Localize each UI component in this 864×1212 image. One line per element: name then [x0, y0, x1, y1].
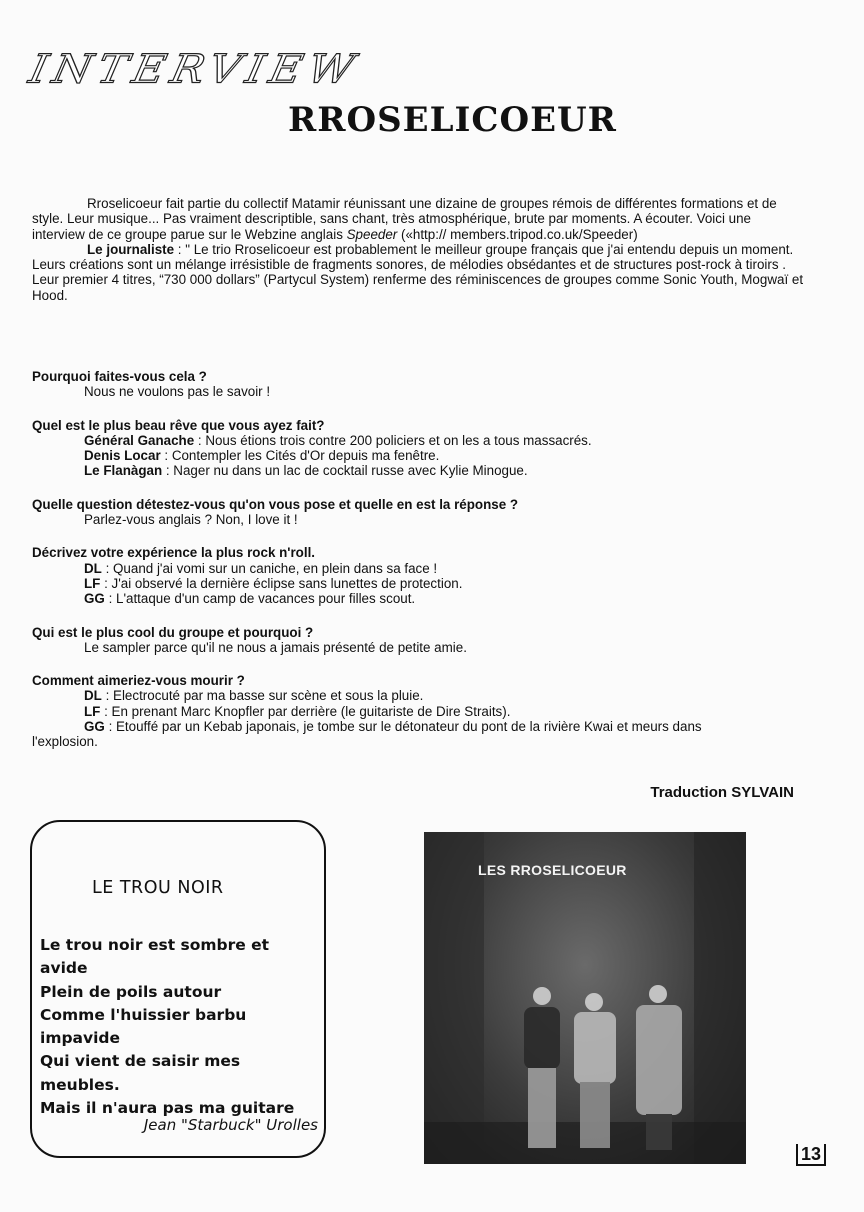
interview-heading: INTERVIEW: [25, 46, 365, 93]
speaker: Le Flanàgan: [84, 463, 163, 479]
question: Pourquoi faites-vous cela ?: [32, 369, 207, 384]
question: Décrivez votre expérience la plus rock n'roll.: [32, 545, 316, 561]
intro-paragraph: Rroselicoeur fait partie du collectif Matamir réunissant une dizaine de groupes rémois de différentes formations et de style. Leur musique... Pas vraiment descriptible, sans chant, très atmosphérique, brute par moments. A écouter. Voici une interview de ce groupe parue sur le Webzine anglais Speeder («http:// members.tripod.co.uk/Speeder): [32, 196, 777, 242]
poem-line: Comme l'huissier barbu impavide: [40, 1005, 247, 1048]
poem-box: [30, 820, 326, 1158]
answer: LF : J'ai observé la dernière éclipse sans lunettes de protection.: [84, 575, 463, 591]
answer: Le Flanàgan : Nager nu dans un lac de cocktail russe avec Kylie Minogue.: [84, 463, 528, 479]
answer: DL : Electrocuté par ma basse sur scène et sous la pluie.: [84, 688, 424, 704]
poem-line: avide: [40, 959, 88, 978]
speaker: GG: [84, 719, 105, 735]
page-number: 13: [796, 1144, 826, 1166]
poem-line: Mais il n'aura pas ma guitare: [40, 1099, 295, 1118]
speaker: DL: [84, 560, 102, 576]
question: Quelle question détestez-vous qu'on vous pose et quelle en est la réponse ?: [32, 496, 519, 512]
question: Quel est le plus beau rêve que vous ayez fait?: [32, 417, 325, 433]
answer: GG : L'attaque d'un camp de vacances pour filles scout.: [84, 591, 416, 607]
poem-line: Le trou noir est sombre et: [40, 936, 270, 954]
speaker: LF: [84, 703, 101, 719]
answer: Denis Locar : Contempler les Cités d'Or depuis ma fenêtre.: [84, 448, 440, 464]
answer: DL : Quand j'ai vomi sur un caniche, en plein dans sa face !: [84, 560, 438, 576]
poem-title: LE TROU NOIR: [92, 878, 224, 898]
journalist-paragraph: Le journaliste : " Le trio Rroselicoeur est probablement le meilleur groupe français que j'ai entendu depuis un moment. Leurs créations sont un mélange irrésistible de fragments sonores, de mélodies obsédantes et de structures post-rock à tiroirs . Leur premier 4 titres, “730 000 dollars” (Partycul System) renferme des réminiscences de groupes comme Sonic Youth, Mogwaï et Hood.: [32, 241, 804, 303]
speaker: GG: [84, 591, 105, 607]
webzine-name: Speeder: [346, 226, 398, 242]
answer: Général Ganache : Nous étions trois contre 200 policiers et on les a tous massacrés.: [84, 432, 592, 448]
speaker: Denis Locar: [84, 448, 161, 464]
interview-qa: [32, 369, 804, 750]
question: Comment aimeriez-vous mourir ?: [32, 673, 245, 689]
photo-caption: LES RROSELICOEUR: [478, 862, 627, 878]
answer-wrap: l'explosion.: [32, 734, 98, 750]
poem-lines: [40, 934, 322, 1120]
band-photo: [424, 832, 746, 1164]
answer: GG : Etouffé par un Kebab japonais, je tombe sur le détonateur du pont de la rivière Kwai et meurs dans: [84, 719, 702, 735]
poem-line: Qui vient de saisir mes: [40, 1052, 241, 1071]
translation-credit: Traduction SYLVAIN: [650, 784, 794, 801]
band-title: RROSELICOEUR: [288, 100, 617, 140]
poem-line: Plein de poils autour: [40, 982, 222, 1001]
poem-line: meubles.: [40, 1075, 120, 1094]
answer: Parlez-vous anglais ? Non, I love it !: [84, 512, 298, 528]
journalist-label: Le journaliste: [87, 241, 175, 257]
answer: LF : En prenant Marc Knopfler par derrière (le guitariste de Dire Straits).: [84, 703, 511, 719]
intro-section: [32, 196, 804, 303]
poem-author: Jean "Starbuck" Urolles: [143, 1116, 318, 1134]
band-photo-image: [424, 832, 746, 1164]
answer: Le sampler parce qu'il ne nous a jamais présenté de petite amie.: [84, 639, 467, 655]
question: Qui est le plus cool du groupe et pourquoi ?: [32, 624, 314, 640]
speaker: DL: [84, 688, 102, 704]
speaker: LF: [84, 575, 101, 591]
answer: Nous ne voulons pas le savoir !: [84, 384, 271, 400]
speaker: Général Ganache: [84, 432, 195, 448]
